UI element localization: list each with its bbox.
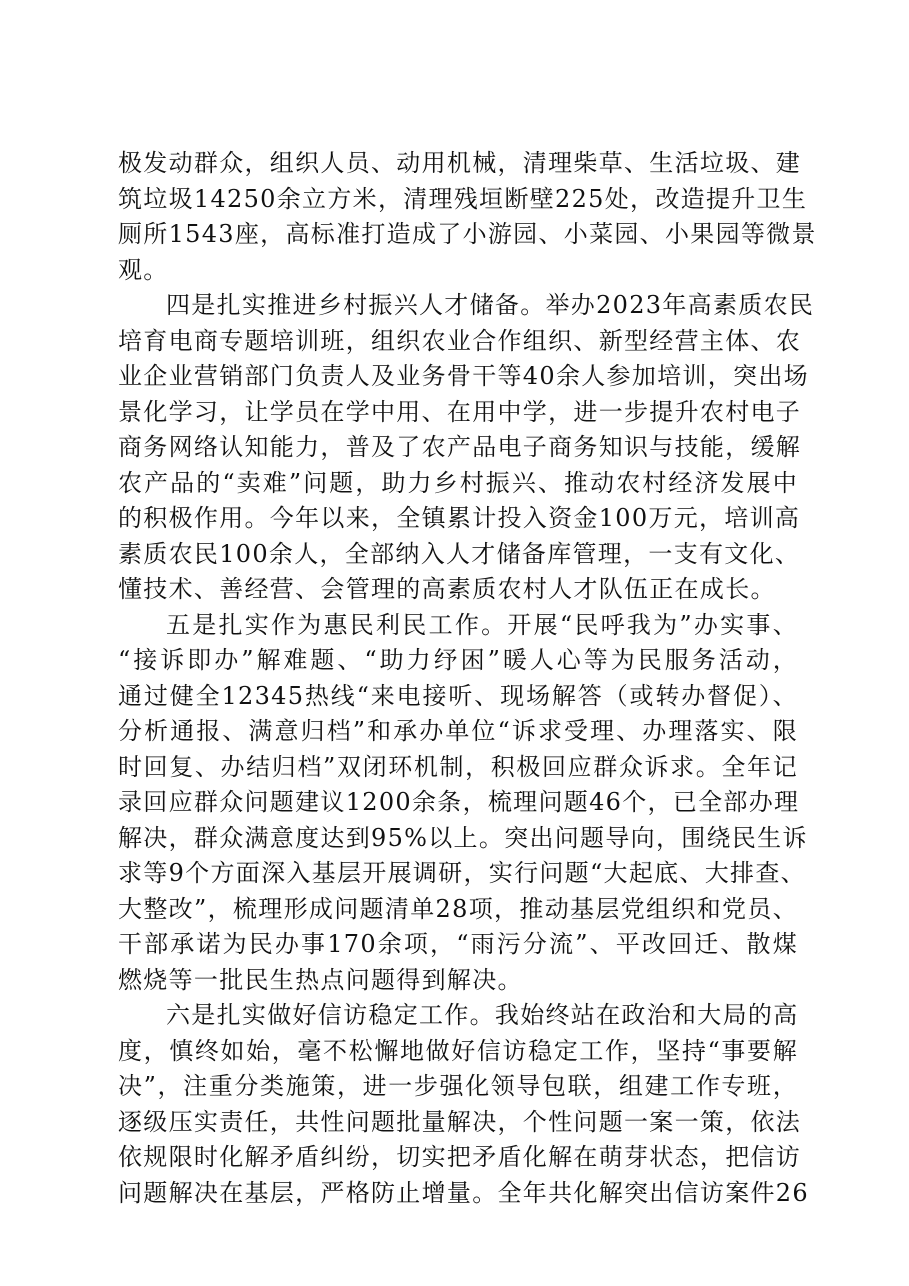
text-line: 通过健全12345热线“来电接听、现场解答（或转办督促）、 xyxy=(118,681,798,710)
text-line: 逐级压实责任，共性问题批量解决，个性问题一案一策，依法 xyxy=(118,1107,802,1136)
text-line: 决”，注重分类施策，进一步强化领导包联，组建工作专班， xyxy=(118,1072,798,1100)
text-line: 培育电商专题培训班，组织农业合作组织、新型经营主体、农 xyxy=(118,326,802,355)
text-line: 问题解决在基层，严格防止增量。全年共化解突出信访案件26 xyxy=(118,1178,809,1207)
text-line: 厕所1543座，高标准打造成了小游园、小菜园、小果园等微景 xyxy=(118,220,817,248)
text-line: 商务网络认知能力，普及了农产品电子商务知识与技能，缓解 xyxy=(118,433,802,461)
text-line: 燃烧等一批民生热点问题得到解决。 xyxy=(118,965,523,994)
paragraph-rural-cleanup xyxy=(118,146,817,288)
text-line: 筑垃圾14250余立方米，清理残垣断壁225处，改造提升卫生 xyxy=(118,184,808,213)
paragraph-talent-reserve xyxy=(118,288,815,608)
text-line: “接诉即办”解难题、“助力纾困”暖人心等为民服务活动， xyxy=(118,646,798,674)
text-line: 四是扎实推进乡村振兴人才储备。举办2023年高素质农民 xyxy=(166,291,815,319)
text-line: 时回复、办结归档”双闭环机制，积极回应群众诉求。全年记 xyxy=(118,752,798,781)
text-line: 极发动群众，组织人员、动用机械，清理柴草、生活垃圾、建 xyxy=(118,149,802,177)
paragraph-petition-stability xyxy=(118,998,809,1211)
document-body xyxy=(118,146,817,1211)
text-line: 依规限时化解矛盾纠纷，切实把矛盾化解在萌芽状态，把信访 xyxy=(118,1143,802,1171)
text-line: 素质农民100余人，全部纳入人才储备库管理，一支有文化、 xyxy=(118,539,801,568)
text-line: 分析通报、满意归档”和承办单位“诉求受理、办理落实、限 xyxy=(118,717,798,745)
text-line: 的积极作用。今年以来，全镇累计投入资金100万元，培训高 xyxy=(118,504,801,532)
text-line: 业企业营销部门负责人及业务骨干等40余人参加培训，突出场 xyxy=(118,362,809,390)
text-line: 懂技术、善经营、会管理的高素质农村人才队伍正在成长。 xyxy=(118,575,776,603)
text-line: 农产品的“卖难”问题，助力乡村振兴、推动农村经济发展中 xyxy=(118,468,798,497)
text-line: 六是扎实做好信访稳定工作。我始终站在政治和大局的高 xyxy=(166,1001,799,1029)
text-line: 求等9个方面深入基层开展调研，实行问题“大起底、大排查、 xyxy=(118,859,806,887)
text-line: 观。 xyxy=(118,255,169,284)
text-line: 大整改”，梳理形成问题清单28项，推动基层党组织和党员、 xyxy=(118,894,798,923)
text-line: 录回应群众问题建议1200余条，梳理问题46个，已全部办理 xyxy=(118,788,800,816)
paragraph-public-service xyxy=(118,608,808,999)
text-line: 解决，群众满意度达到95%以上。突出问题导向，围绕民生诉 xyxy=(118,823,808,852)
text-line: 五是扎实作为惠民利民工作。开展“民呼我为”办实事、 xyxy=(166,610,798,639)
text-line: 干部承诺为民办事170余项，“雨污分流”、平改回迁、散煤 xyxy=(118,930,798,958)
text-line: 度，慎终如始，毫不松懈地做好信访稳定工作，坚持“事要解 xyxy=(118,1036,798,1065)
text-line: 景化学习，让学员在学中用、在用中学，进一步提升农村电子 xyxy=(118,397,802,426)
